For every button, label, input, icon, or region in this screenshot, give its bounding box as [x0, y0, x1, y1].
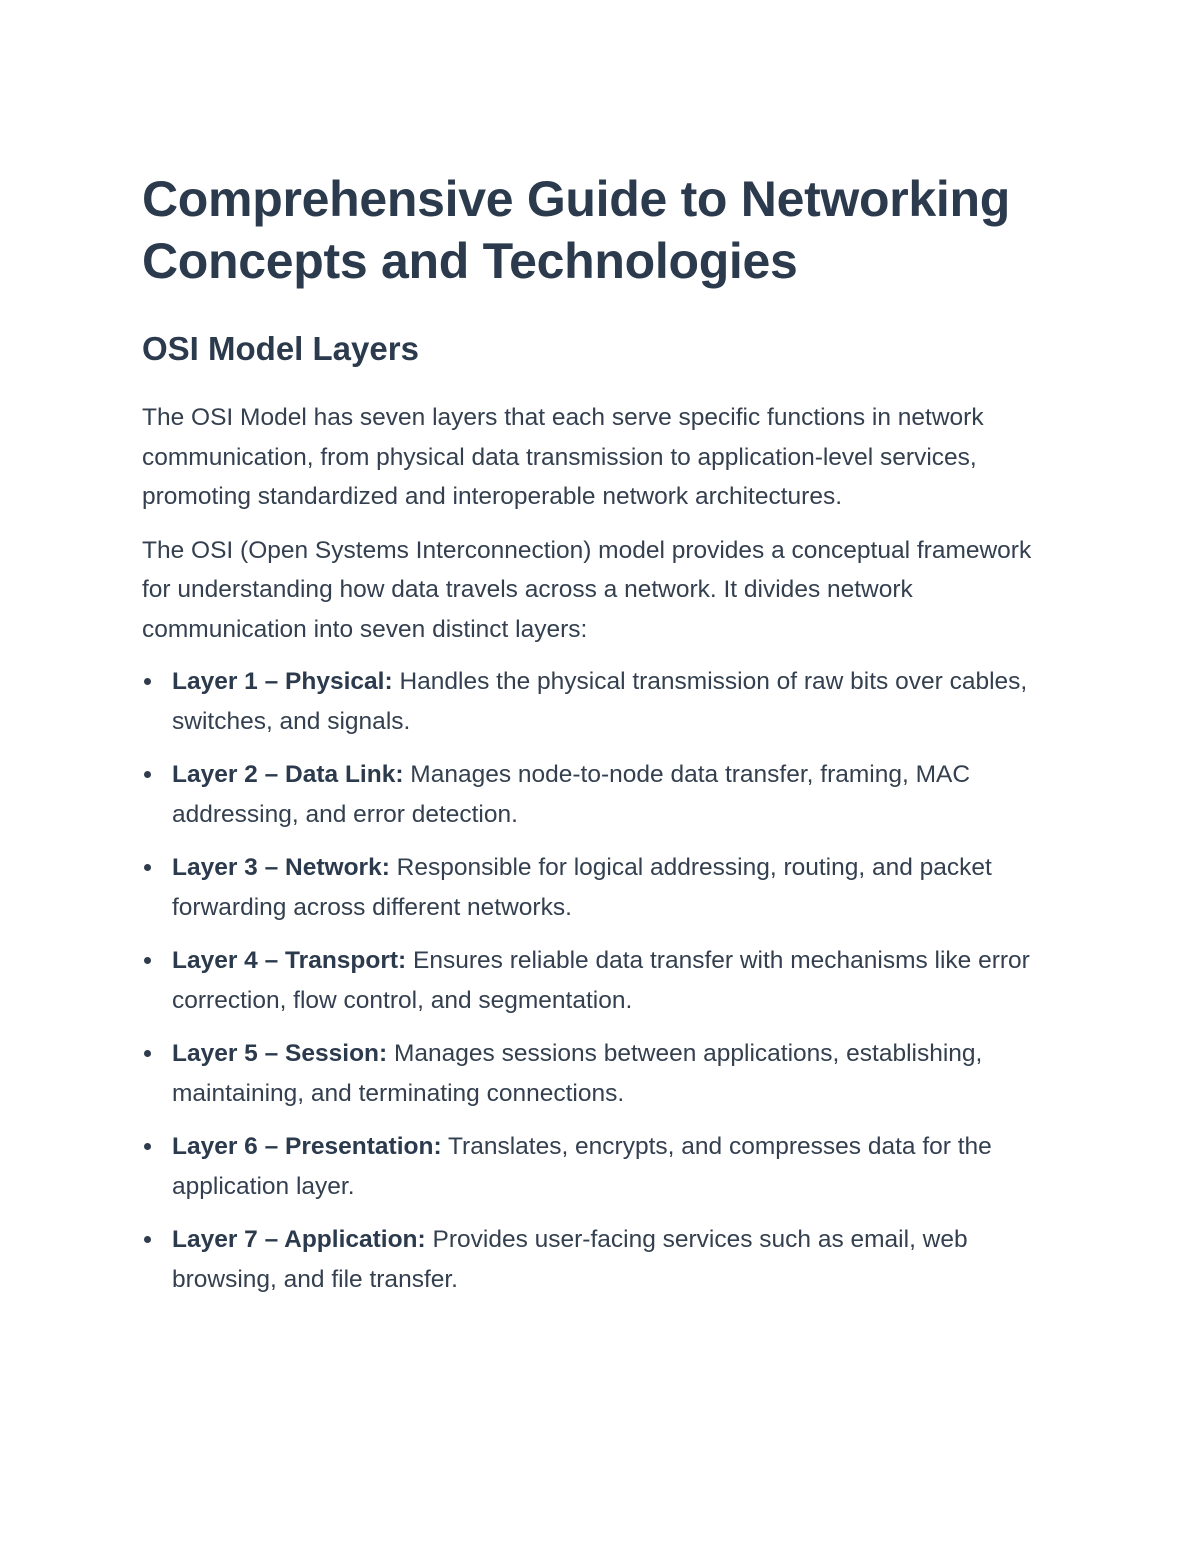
description-paragraph: The OSI (Open Systems Interconnection) model provides a conceptual framework for understanding how data travels across a network. It divides network communication into seven distinct layers: [142, 536, 1032, 643]
bullet-icon [144, 1143, 151, 1150]
list-item-layer-2 [142, 755, 1062, 834]
layer-description: Provides user-facing services such as email, web browsing, and file transfer. [172, 1226, 968, 1293]
layer-term: Layer 5 – Session: [172, 1040, 388, 1067]
document-page [142, 168, 1062, 1313]
layer-description: Responsible for logical addressing, routing, and packet forwarding across different networks. [172, 854, 992, 921]
layer-description: Manages sessions between applications, establishing, maintaining, and terminating connections. [172, 1040, 983, 1107]
layer-term: Layer 1 – Physical: [172, 668, 393, 695]
bullet-icon [144, 864, 151, 871]
list-item-layer-4 [142, 941, 1062, 1020]
layer-term: Layer 7 – Application: [172, 1226, 426, 1253]
intro-paragraph: The OSI Model has seven layers that each serve specific functions in network communication, from physical data transmission to application-level services, promoting standardized and interoperable network architectures. [142, 404, 984, 510]
layer-description: Manages node-to-node data transfer, framing, MAC addressing, and error detection. [172, 761, 971, 828]
layer-description: Handles the physical transmission of raw bits over cables, switches, and signals. [172, 668, 1028, 735]
layer-description: Ensures reliable data transfer with mechanisms like error correction, flow control, and segmentation. [172, 947, 1030, 1014]
list-item-layer-3 [142, 848, 1062, 927]
layer-term: Layer 3 – Network: [172, 854, 390, 881]
list-item-layer-6 [142, 1127, 1062, 1206]
list-item-layer-7 [142, 1220, 1062, 1299]
layer-term: Layer 2 – Data Link: [172, 761, 404, 788]
bullet-icon [144, 1236, 151, 1243]
osi-layer-list [142, 662, 1062, 1299]
layer-description: Translates, encrypts, and compresses data for the application layer. [172, 1133, 992, 1200]
layer-term: Layer 4 – Transport: [172, 947, 407, 974]
list-item-layer-1 [142, 662, 1062, 741]
document-title: Comprehensive Guide to Networking Concepts and Technologies [142, 171, 1011, 289]
bullet-icon [144, 957, 151, 964]
section-heading: OSI Model Layers [142, 330, 419, 367]
bullet-icon [144, 771, 151, 778]
bullet-icon [144, 1050, 151, 1057]
bullet-icon [144, 678, 151, 685]
list-item-layer-5 [142, 1034, 1062, 1113]
layer-term: Layer 6 – Presentation: [172, 1133, 442, 1160]
